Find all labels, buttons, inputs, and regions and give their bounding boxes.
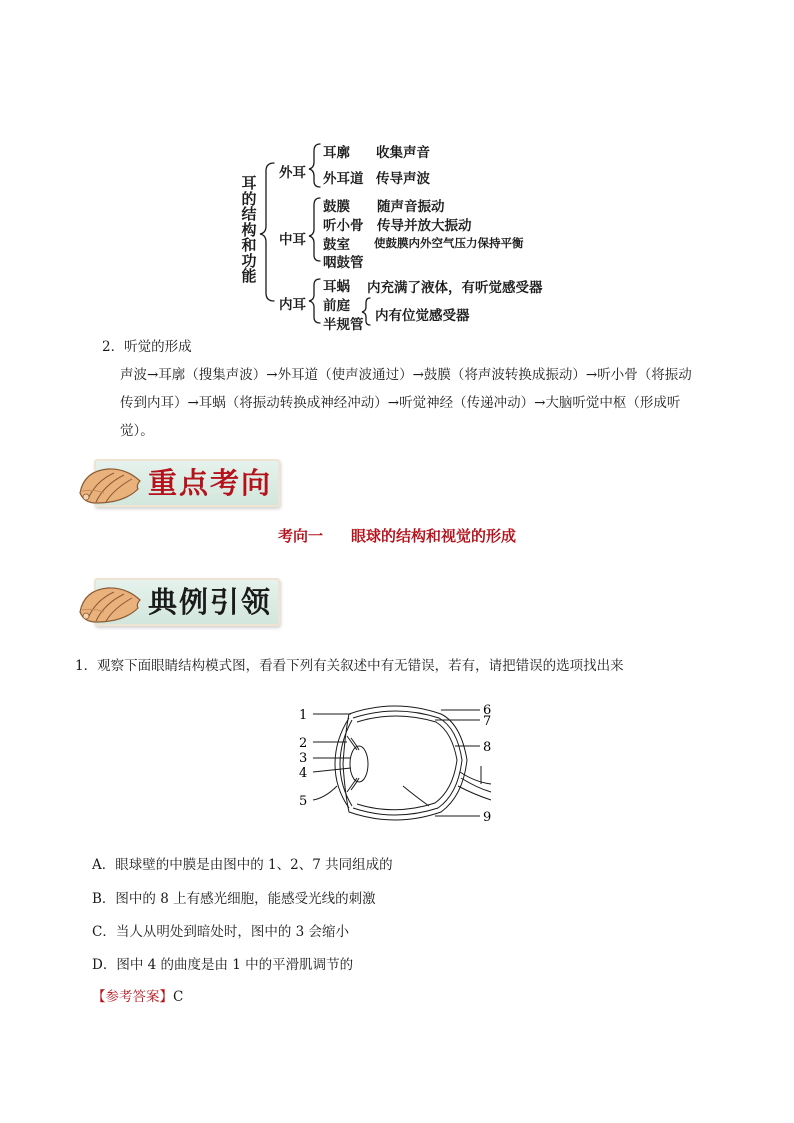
eye-label-4: 4 xyxy=(299,766,308,781)
middle-ear-label: 中耳 xyxy=(279,232,306,248)
hearing-heading: 2．听觉的形成 xyxy=(102,339,192,355)
section-name: 眼球的结构和视觉的形成 xyxy=(351,527,517,545)
eye-label-6: 6 xyxy=(483,703,492,718)
eye-label-3: 3 xyxy=(299,751,308,766)
answer-value: C xyxy=(173,989,184,1005)
eye-structure-diagram xyxy=(295,700,500,828)
eye-label-5: 5 xyxy=(299,794,308,809)
examples-banner xyxy=(74,574,280,630)
eardrum-function: 随声音振动 xyxy=(377,199,445,215)
outer-ear-label: 外耳 xyxy=(279,165,306,181)
option-d: D．图中 4 的曲度是由 1 中的平滑肌调节的 xyxy=(92,957,354,973)
question-stem: 1．观察下面眼睛结构模式图，看看下列有关叙述中有无错误，若有，请把错误的选项找出来 xyxy=(75,658,624,674)
tympanic-cavity-function: 使鼓膜内外空气压力保持平衡 xyxy=(374,236,524,250)
balance-receptor-function: 内有位觉感受器 xyxy=(375,308,470,324)
ear-diagram-title: 耳 的 结 构 和 功 能 xyxy=(241,174,257,285)
cochlea-name: 耳蜗 xyxy=(323,279,350,295)
seashell-icon xyxy=(74,578,144,628)
ear-canal-function: 传导声波 xyxy=(376,171,430,187)
option-a: A．眼球壁的中膜是由图中的 1、2、7 共同组成的 xyxy=(92,857,393,873)
eustachian-tube-name: 咽鼓管 xyxy=(323,255,364,271)
eye-label-2: 2 xyxy=(299,736,308,751)
tympanic-cavity-name: 鼓室 xyxy=(323,237,350,253)
section-number: 考向一 xyxy=(277,527,323,545)
examples-banner-text: 典例引领 xyxy=(147,585,272,619)
vestibule-name: 前庭 xyxy=(323,298,350,314)
hearing-process-line: 声波→耳廓（搜集声波）→外耳道（使声波通过）→鼓膜（将声波转换成振动）→听小骨（将振动 xyxy=(120,367,692,383)
cochlea-function: 内充满了液体，有听觉感受器 xyxy=(367,280,543,296)
eye-label-1: 1 xyxy=(299,708,308,723)
hearing-process-line: 觉）。 xyxy=(120,423,154,439)
pinna-function: 收集声音 xyxy=(376,145,430,161)
reference-answer xyxy=(92,985,183,1005)
pinna-name: 耳廓 xyxy=(323,145,350,161)
section-title xyxy=(0,525,794,546)
inner-ear-label: 内耳 xyxy=(279,297,306,313)
eardrum-name: 鼓膜 xyxy=(323,199,350,215)
key-points-banner xyxy=(74,455,280,511)
eye-label-7: 7 xyxy=(483,714,492,729)
ossicles-function: 传导并放大振动 xyxy=(377,218,472,234)
hearing-process-line: 传到内耳）→耳蜗（将振动转换成神经冲动）→听觉神经（传递冲动）→大脑听觉中枢（形成听 xyxy=(120,395,681,411)
hearing-process xyxy=(120,361,760,445)
option-b: B．图中的 8 上有感光细胞，能感受光线的刺激 xyxy=(92,891,376,907)
seashell-icon xyxy=(74,459,144,509)
ossicles-name: 听小骨 xyxy=(323,218,364,234)
answer-label: 【参考答案】 xyxy=(92,989,173,1005)
eye-label-8: 8 xyxy=(483,740,492,755)
semicircular-canals-name: 半规管 xyxy=(323,317,364,333)
eye-label-9: 9 xyxy=(483,810,492,825)
option-c: C．当人从明处到暗处时，图中的 3 会缩小 xyxy=(92,924,350,940)
ear-canal-name: 外耳道 xyxy=(323,171,364,187)
key-points-banner-text: 重点考向 xyxy=(147,466,272,500)
